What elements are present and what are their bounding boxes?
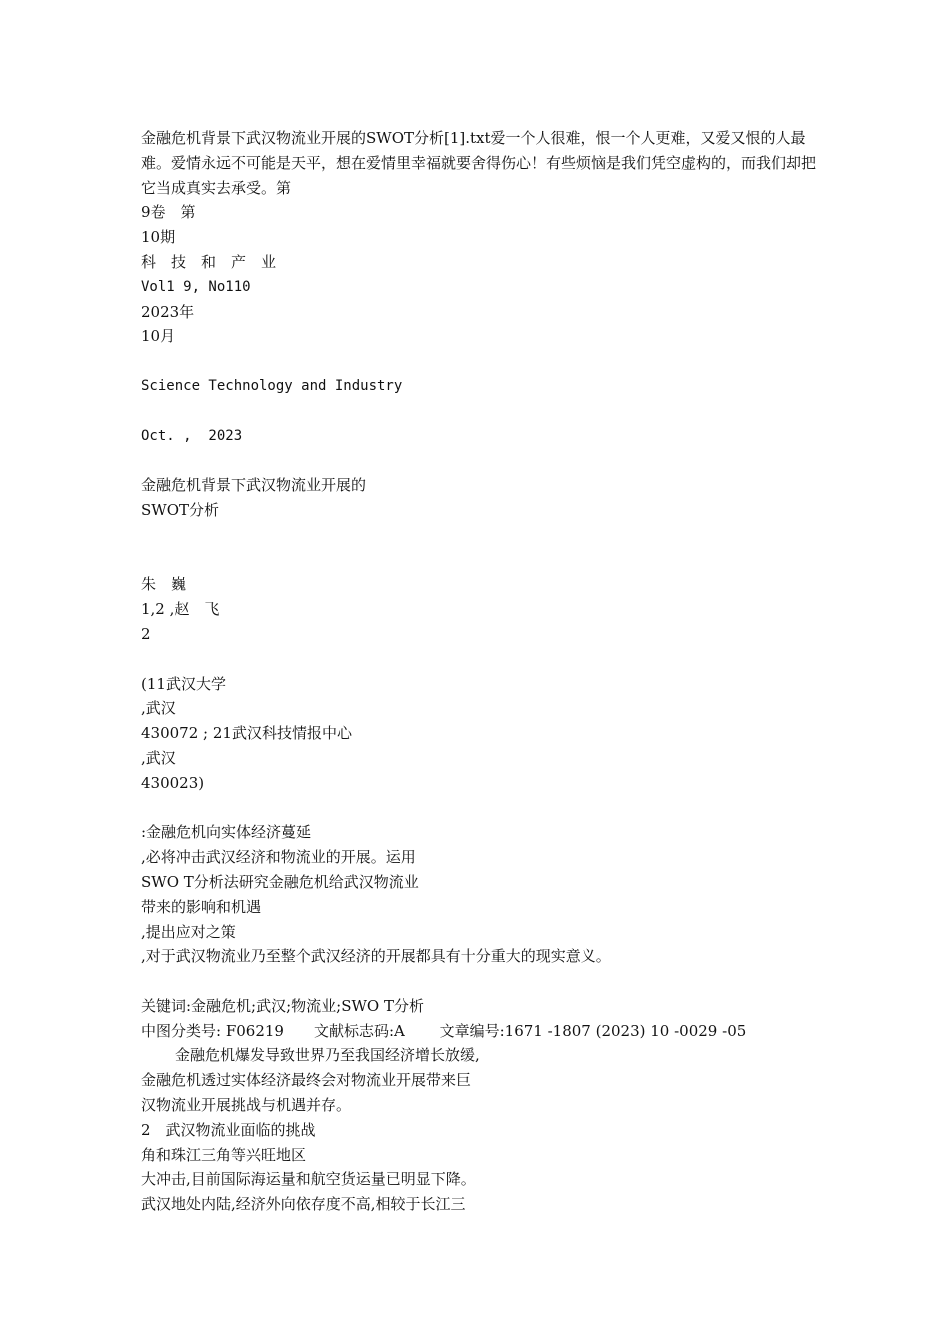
body-line1: 金融危机爆发导致世界乃至我国经济增长放缓,: [175, 1046, 480, 1065]
intro-paragraph: 金融危机背景下武汉物流业开展的SWOT分析[1].txt爱一个人很难，恨一个人更难，又爱又恨的人最难。爱情永远不可能是天平，想在爱情里幸福就要舍得伤心！有些烦恼是我们凭空虚构的，而我们却把它当成真实去承受。第: [141, 129, 817, 197]
body-line2: 金融危机透过实体经济最终会对物流业开展带来巨: [141, 1071, 472, 1090]
journal-issue: 10期: [141, 228, 176, 247]
journal-volume-en: Vol1 9, No110: [141, 278, 251, 295]
body-line6: 大冲击,目前国际海运量和航空货运量已明显下降。: [141, 1170, 476, 1189]
body-line5: 角和珠江三角等兴旺地区: [141, 1145, 307, 1164]
abstract-line5: ,提出应对之策: [141, 922, 236, 941]
journal-volume: 9卷 第: [141, 203, 196, 222]
affiliation-line5: 430023): [141, 773, 205, 792]
abstract-line4: 带来的影响和机遇: [141, 897, 262, 916]
abstract-line6: ,对于武汉物流业乃至整个武汉经济的开展都具有十分重大的现实意义。: [141, 947, 611, 966]
author-line1: 朱 巍: [141, 575, 187, 594]
body-line7: 武汉地处内陆,经济外向依存度不高,相较于长江三: [141, 1195, 466, 1214]
abstract-line2: ,必将冲击武汉经济和物流业的开展。运用: [141, 848, 416, 867]
affiliation-line4: ,武汉: [141, 748, 176, 767]
author-line2: 1,2 ,赵 飞: [141, 600, 220, 619]
journal-name-en: Science Technology and Industry: [141, 377, 403, 394]
section-heading: 2 武汉物流业面临的挑战: [141, 1120, 316, 1139]
journal-name-cn: 科 技 和 产 业: [141, 252, 277, 271]
abstract-line3: SWO T分析法研究金融危机给武汉物流业: [141, 872, 419, 891]
affiliation-line2: ,武汉: [141, 699, 176, 718]
affiliation-line1: (11武汉大学: [141, 674, 226, 693]
classification-codes: 中图分类号: F06219 文献标志码:A 文章编号:1671 -1807 (2023) 10 -0029 -05: [141, 1021, 747, 1040]
affiliation-line3: 430072 ; 21武汉科技情报中心: [141, 724, 352, 743]
document-page: [141, 126, 821, 1217]
keywords: 关键词:金融危机;武汉;物流业;SWO T分析: [141, 996, 424, 1015]
article-title-line1: 金融危机背景下武汉物流业开展的: [141, 476, 367, 495]
author-line3: 2: [141, 624, 151, 643]
abstract-line1: :金融危机向实体经济蔓延: [141, 823, 312, 842]
journal-date-en: Oct. , 2023: [141, 427, 243, 444]
body-line3: 汉物流业开展挑战与机遇并存。: [141, 1096, 352, 1115]
journal-month: 10月: [141, 327, 176, 346]
journal-year: 2023年: [141, 302, 195, 321]
article-title-line2: SWOT分析: [141, 500, 219, 519]
